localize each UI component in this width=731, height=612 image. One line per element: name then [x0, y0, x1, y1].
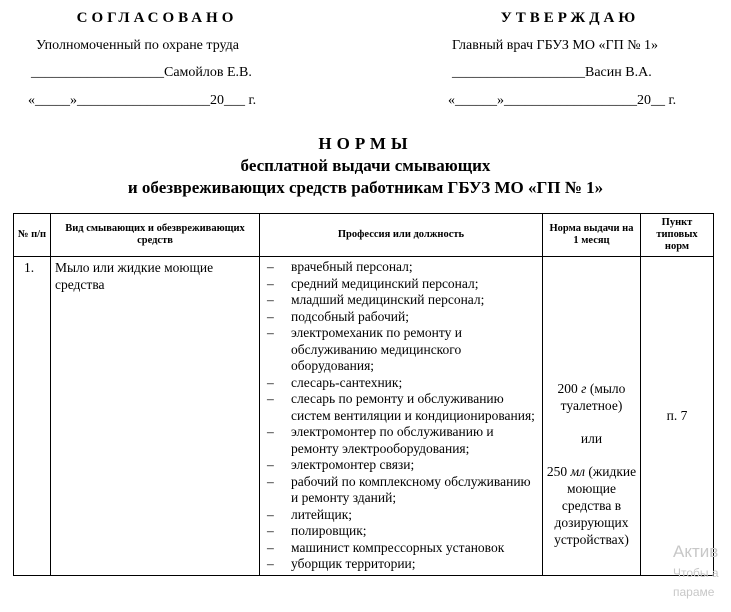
- dash-marker: –: [267, 259, 274, 274]
- document-subtitle-2: и обезвреживающих средств работникам ГБУЗ МО «ГП № 1»: [127, 178, 604, 197]
- dash-marker: –: [267, 473, 274, 489]
- header-profession: Профессия или должность: [260, 214, 543, 257]
- list-item: [264, 276, 538, 293]
- table-header-row: [14, 214, 714, 257]
- profession-text: полировщик;: [291, 523, 367, 538]
- dash-marker: –: [267, 391, 274, 406]
- profession-text: литейщик;: [291, 506, 353, 522]
- dash-marker: –: [267, 308, 274, 324]
- norm-or: или: [580, 430, 603, 446]
- agreed-date: «_____»___________________20___ г.: [28, 93, 257, 108]
- profession-text: электромеханик по ремонту и обслуживанию медицинского оборудования;: [291, 325, 462, 373]
- list-item: [264, 259, 538, 276]
- profession-text: слесарь-сантехник;: [291, 374, 403, 390]
- header-norm: Норма выдачи на 1 месяц: [543, 214, 641, 257]
- document-title-block: [0, 133, 731, 199]
- dash-marker: –: [267, 275, 274, 291]
- dash-marker: –: [267, 374, 274, 390]
- list-item: [264, 292, 538, 309]
- watermark-line-2: Чтобы а: [673, 566, 719, 580]
- row-point: п. 7: [641, 257, 714, 576]
- approved-signature: ___________________Васин В.А.: [452, 65, 652, 80]
- approved-date: «______»___________________20__ г.: [448, 93, 677, 108]
- agreed-position: Уполномоченный по охране труда: [36, 38, 239, 53]
- watermark-line-3: параме: [673, 585, 715, 599]
- list-item: [264, 540, 538, 557]
- profession-text: электромонтер связи;: [291, 457, 415, 472]
- list-item: [264, 474, 538, 507]
- dash-marker: –: [267, 506, 274, 522]
- norm-soap-unit: г: [581, 380, 587, 396]
- profession-text: уборщик территории;: [291, 556, 416, 571]
- list-item: [264, 556, 538, 573]
- norm-soap: [545, 380, 638, 414]
- row-norm: [543, 257, 641, 576]
- header-num: № п/п: [14, 214, 51, 257]
- agreed-title: СОГЛАСОВАНО: [76, 10, 238, 26]
- norms-table: [13, 213, 714, 576]
- dash-marker: –: [267, 523, 274, 538]
- profession-text: подсобный рабочий;: [291, 308, 409, 324]
- agreed-signature: ___________________Самойлов Е.В.: [31, 65, 252, 80]
- header-point: Пункт типовых норм: [641, 214, 714, 257]
- profession-text: слесарь по ремонту и обслуживанию систем вентиляции и кондиционирования;: [291, 391, 535, 423]
- watermark-line-1: Актив: [673, 542, 719, 561]
- dash-marker: –: [267, 424, 274, 439]
- dash-marker: –: [267, 457, 274, 472]
- approved-position: Главный врач ГБУЗ МО «ГП № 1»: [452, 38, 659, 53]
- dash-marker: –: [267, 556, 274, 571]
- list-item: [264, 507, 538, 524]
- header-kind: Вид смывающих и обезвреживающих средств: [51, 214, 260, 257]
- activation-watermark: [673, 540, 731, 602]
- document-subtitle-1: бесплатной выдачи смывающих: [240, 156, 491, 175]
- list-item: [264, 457, 538, 474]
- row-kind: Мыло или жидкие моющие средства: [51, 257, 260, 576]
- profession-text: младший медицинский персонал;: [291, 292, 485, 307]
- norm-liquid-unit: мл: [570, 463, 586, 479]
- profession-text: электромонтер по обслуживанию и ремонту электрооборудования;: [291, 424, 494, 456]
- norm-soap-value: 200: [557, 380, 578, 396]
- list-item: [264, 325, 538, 375]
- document-title: НОРМЫ: [318, 134, 413, 153]
- list-item: [264, 424, 538, 457]
- norm-liquid-note: (жидкие моющие средства в дозирующих устройствах): [554, 463, 637, 547]
- profession-text: средний медицинский персонал;: [291, 275, 479, 291]
- approved-title: УТВЕРЖДАЮ: [500, 10, 640, 26]
- dash-marker: –: [267, 539, 274, 555]
- profession-text: врачебный персонал;: [291, 259, 413, 274]
- list-item: [264, 309, 538, 326]
- profession-text: рабочий по комплексному обслуживанию и ремонту зданий;: [291, 473, 531, 505]
- list-item: [264, 391, 538, 424]
- table-row: [14, 257, 714, 576]
- norm-liquid: [545, 463, 638, 548]
- profession-list: [264, 259, 538, 573]
- row-professions: [260, 257, 543, 576]
- row-num: 1.: [14, 257, 51, 576]
- dash-marker: –: [267, 292, 274, 307]
- list-item: [264, 523, 538, 540]
- norm-soap-note: (мыло туалетное): [560, 380, 626, 413]
- dash-marker: –: [267, 325, 274, 340]
- profession-text: машинист компрессорных установок: [291, 539, 505, 555]
- list-item: [264, 375, 538, 392]
- norm-liquid-value: 250: [546, 463, 568, 479]
